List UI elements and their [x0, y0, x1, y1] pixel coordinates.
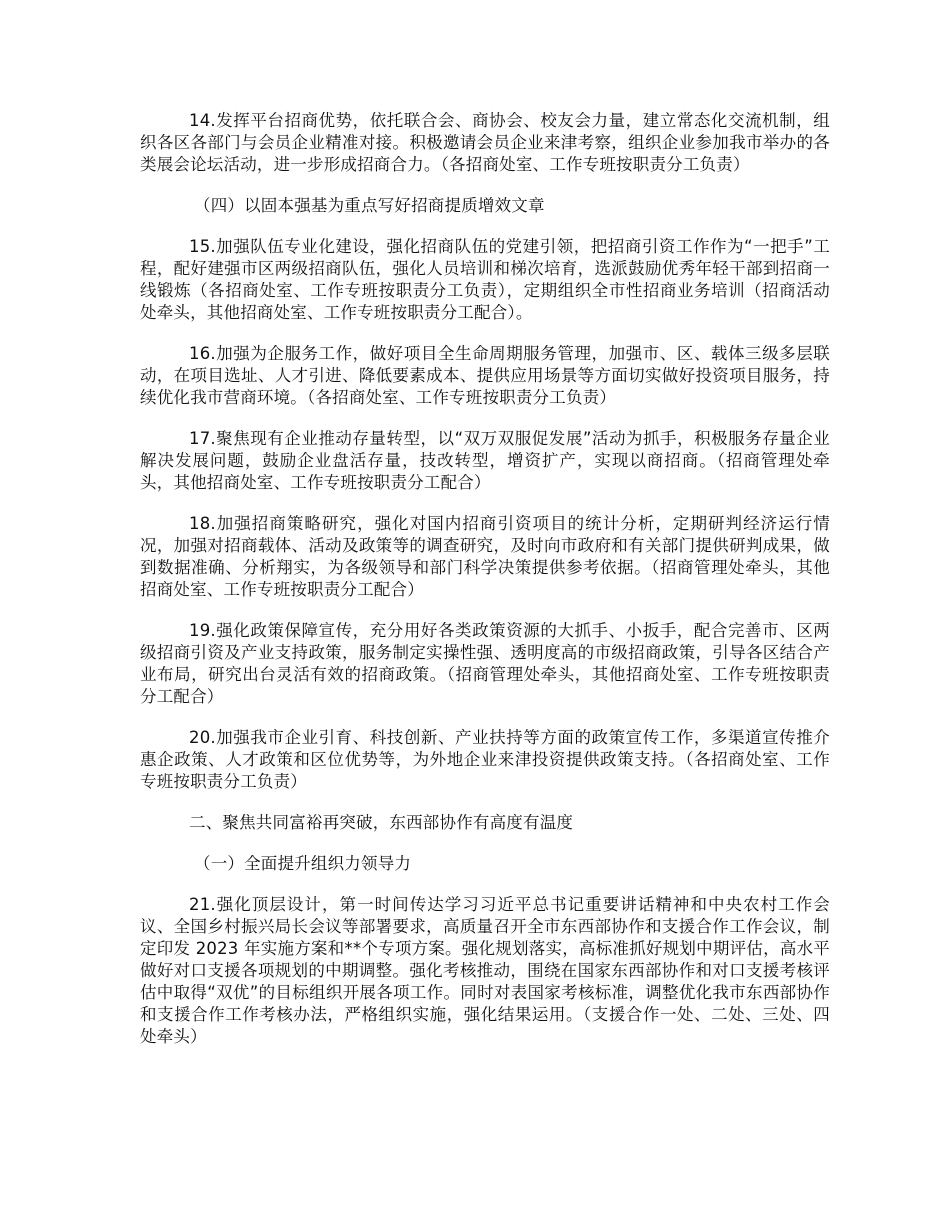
- section-heading-1: （一）全面提升组织力领导力: [194, 854, 412, 873]
- paragraph-16: 16.加强为企服务工作，做好项目全生命周期服务管理，加强市、区、载体三级多层联动，在项目选址、人才引进、降低要素成本、提供应用场景等方面切实做好投资项目服务，持续优化我市营商环境。（各招商处室、工作专班按职责分工负责）: [140, 344, 830, 407]
- paragraph-19: 19.强化政策保障宣传，充分用好各类政策资源的大抓手、小扳手，配合完善市、区两级招商引资及产业支持政策，服务制定实操性强、透明度高的市级招商政策，引导各区结合产业布局，研究出台灵活有效的招商政策。（招商管理处牵头，其他招商处室、工作专班按职责分工配合）: [140, 621, 830, 706]
- paragraph-18: 18.加强招商策略研究，强化对国内招商引资项目的统计分析，定期研判经济运行情况，加强对招商载体、活动及政策等的调查研究，及时向市政府和有关部门提供研判成果，做到数据准确、分析翔实，为各级领导和部门科学决策提供参考依据。（招商管理处牵头，其他招商处室、工作专班按职责分工配合）: [140, 514, 830, 599]
- paragraph-17: 17.聚焦现有企业推动存量转型，以“双万双服促发展”活动为抓手，积极服务存量企业解决发展问题，鼓励企业盘活存量，技改转型，增资扩产，实现以商招商。（招商管理处牵头，其他招商处室、工作专班按职责分工配合）: [140, 429, 830, 492]
- document-body: [140, 110, 830, 1067]
- paragraph-21: 21.强化顶层设计，第一时间传达学习习近平总书记重要讲话精神和中央农村工作会议、全国乡村振兴局长会议等部署要求，高质量召开全市东西部协作和支援合作工作会议，制定印发 2023 年实施方案和**个专项方案。强化规划落实，高标准抓好规划中期评估，高水平做好对口支援各项规划的中期调整。强化考核推动，围绕在国家东西部协作和对口支援考核评估中取得“双优”的目标组织开展各项工作。同时对表国家考核标准，调整优化我市东西部协作和支援合作工作考核办法，严格组织实施，强化结果运用。（支援合作一处、二处、三处、四处牵头）: [140, 895, 830, 1046]
- paragraph-15: 15.加强队伍专业化建设，强化招商队伍的党建引领，把招商引资工作作为“一把手”工程，配好建强市区两级招商队伍，强化人员培训和梯次培育，选派鼓励优秀年轻干部到招商一线锻炼（各招商处室、工作专班按职责分工负责），定期组织全市性招商业务培训（招商活动处牵头，其他招商处室、工作专班按职责分工配合）。: [140, 237, 830, 322]
- section-heading-4: （四）以固本强基为重点写好招商提质增效文章: [194, 196, 545, 215]
- paragraph-14: 14.发挥平台招商优势，依托联合会、商协会、校友会力量，建立常态化交流机制，组织各区各部门与会员企业精准对接。积极邀请会员企业来津考察，组织企业参加我市举办的各类展会论坛活动，进一步形成招商合力。（各招商处室、工作专班按职责分工负责）: [140, 111, 830, 174]
- paragraph-20: 20.加强我市企业引育、科技创新、产业扶持等方面的政策宣传工作，多渠道宣传推介惠企政策、人才政策和区位优势等，为外地企业来津投资提供政策支持。（各招商处室、工作专班按职责分工负责）: [140, 728, 830, 791]
- chapter-heading-2: 二、聚焦共同富裕再突破，东西部协作有高度有温度: [189, 813, 574, 832]
